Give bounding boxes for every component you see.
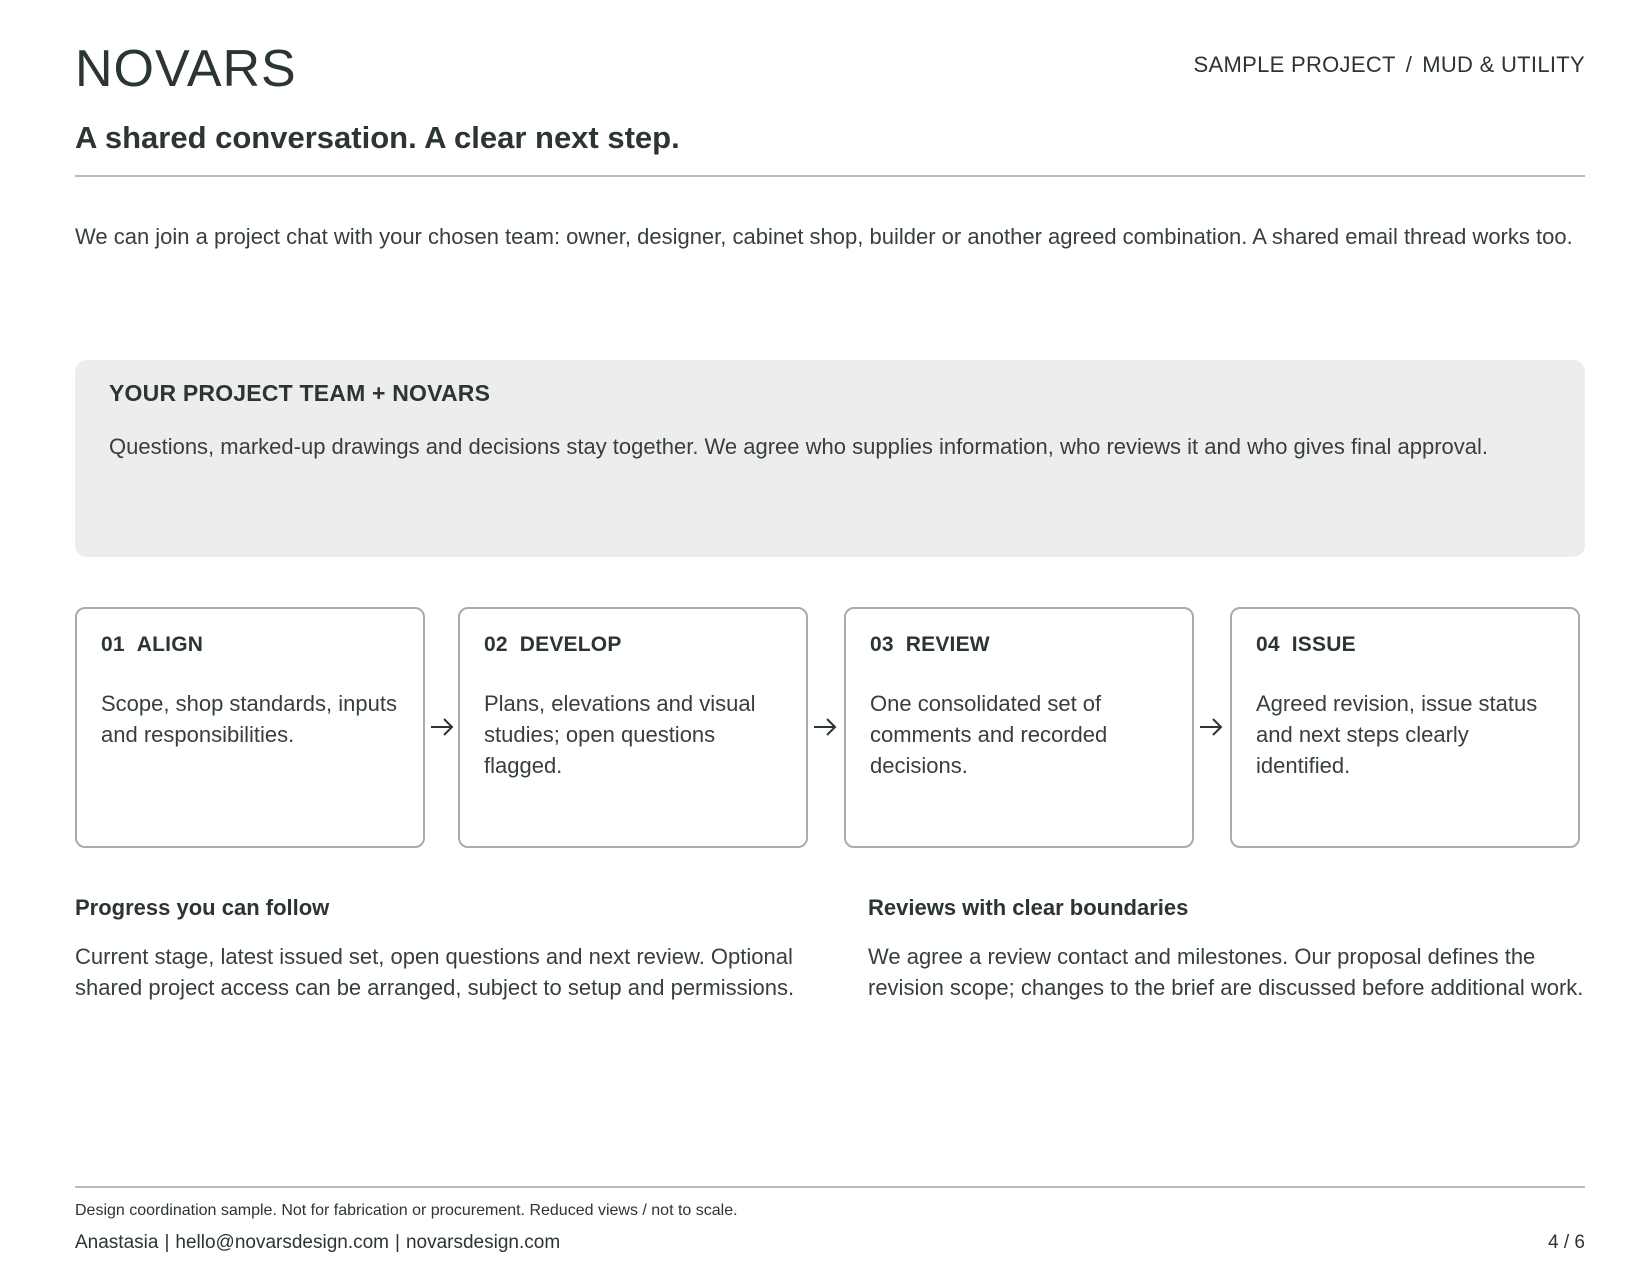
page-headline: A shared conversation. A clear next step.	[75, 120, 680, 155]
document-page	[75, 0, 1585, 1275]
footer-divider	[75, 1186, 1585, 1188]
step-number: 02	[484, 633, 508, 656]
step-card-issue	[1230, 607, 1580, 848]
step-title: ALIGN	[136, 633, 204, 656]
step-heading	[870, 633, 990, 657]
reviews-title: Reviews with clear boundaries	[868, 895, 1189, 920]
step-description: Agreed revision, issue status and next steps clearly identified.	[1256, 691, 1538, 778]
brand-wordmark: NOVARS	[75, 40, 297, 98]
step-title: REVIEW	[905, 633, 990, 656]
step-title: ISSUE	[1291, 633, 1356, 656]
arrow-right-icon	[810, 715, 840, 739]
step-description: One consolidated set of comments and recorded decisions.	[870, 691, 1108, 778]
contact-website-link[interactable]: novarsdesign.com	[405, 1232, 561, 1253]
step-heading	[1256, 633, 1356, 657]
contact-email-link[interactable]: hello@novarsdesign.com	[175, 1232, 390, 1253]
intro-paragraph: We can join a project chat with your chosen team: owner, designer, cabinet shop, builder or another agreed combination. A shared email thread works too.	[75, 224, 1573, 249]
breadcrumb	[1194, 52, 1585, 78]
contact-name: Anastasia	[75, 1232, 159, 1253]
header-divider	[75, 175, 1585, 177]
breadcrumb-project: SAMPLE PROJECT	[1193, 52, 1396, 77]
step-number: 01	[101, 633, 125, 656]
step-number: 03	[870, 633, 894, 656]
footer-contact	[75, 1232, 560, 1254]
breadcrumb-separator: /	[1405, 52, 1413, 77]
process-steps	[75, 607, 1585, 852]
step-card-develop	[458, 607, 808, 848]
arrow-right-icon	[1196, 715, 1226, 739]
step-heading	[101, 633, 203, 657]
breadcrumb-section: MUD & UTILITY	[1422, 52, 1585, 77]
page-number: 4 / 6	[1548, 1232, 1585, 1253]
step-title: DEVELOP	[519, 633, 622, 656]
project-team-panel	[75, 360, 1585, 557]
step-card-review	[844, 607, 1194, 848]
step-number: 04	[1256, 633, 1280, 656]
progress-body: Current stage, latest issued set, open questions and next review. Optional shared project access can be arranged, subject to setup and permissions.	[75, 944, 795, 1000]
step-description: Scope, shop standards, inputs and responsibilities.	[101, 691, 397, 747]
progress-title: Progress you can follow	[75, 895, 330, 920]
progress-column	[75, 893, 795, 1003]
footer-disclaimer: Design coordination sample. Not for fabrication or procurement. Reduced views / not to scale.	[75, 1202, 738, 1219]
step-description: Plans, elevations and visual studies; open questions flagged.	[484, 691, 756, 778]
step-heading	[484, 633, 622, 657]
team-panel-title: YOUR PROJECT TEAM + NOVARS	[109, 380, 491, 406]
team-panel-body: Questions, marked-up drawings and decisions stay together. We agree who supplies information, who reviews it and who gives final approval.	[109, 434, 1488, 459]
step-card-align	[75, 607, 425, 848]
contact-separator: |	[395, 1232, 400, 1253]
arrow-right-icon	[427, 715, 457, 739]
reviews-column	[868, 893, 1588, 1003]
reviews-body: We agree a review contact and milestones. Our proposal defines the revision scope; changes to the brief are discussed before additional work.	[868, 944, 1584, 1000]
contact-separator: |	[164, 1232, 170, 1253]
